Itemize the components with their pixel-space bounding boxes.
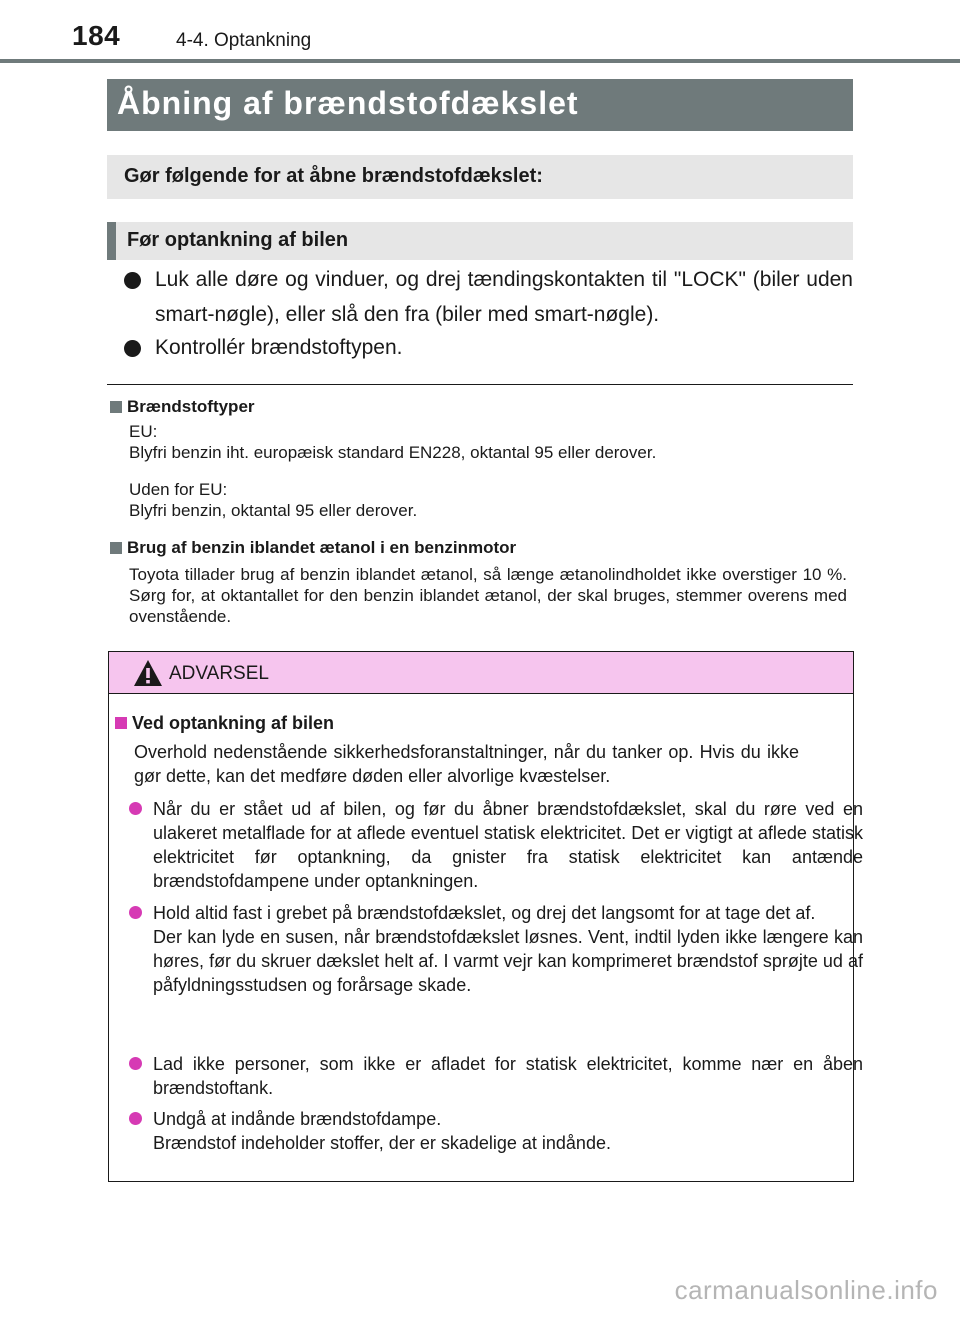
bullet-dot-icon [129, 1057, 142, 1070]
square-bullet-icon [110, 542, 122, 554]
bullet-dot-icon [124, 340, 141, 357]
bullet-dot-icon [129, 906, 142, 919]
bullet-text: Kontrollér brændstoftypen. [155, 336, 403, 359]
intro-band [107, 155, 853, 199]
footer-watermark [0, 1267, 960, 1317]
section-reference: 4-4. Optankning [176, 30, 312, 51]
bullet-dot-icon [124, 272, 141, 289]
subsection-heading-band [107, 222, 853, 260]
note-paragraph: EU: Blyfri benzin iht. europæisk standard EN228, oktantal 95 eller derover. [129, 422, 657, 462]
bullet-dot-icon [129, 1112, 142, 1125]
header-rule [0, 59, 960, 63]
warning-header [109, 652, 853, 694]
section-divider [107, 384, 853, 385]
note-heading: Brændstoftyper [127, 397, 255, 416]
warning-bullet-text: Lad ikke personer, som ikke er afladet for statisk elektricitet, komme nær en åben brændstoftank. [153, 1054, 863, 1098]
page-number: 184 [72, 20, 121, 51]
warning-heading: Ved optankning af bilen [132, 713, 335, 733]
bullet-dot-icon [129, 802, 142, 815]
intro-text: Gør følgende for at åbne brændstofdækslet: [124, 165, 543, 187]
warning-triangle-icon [133, 659, 163, 687]
warning-label: ADVARSEL [169, 663, 269, 684]
note-paragraph: Toyota tillader brug af benzin iblandet ætanol, så længe ætanolindholdet ikke overstiger 10 %. Sørg for, at oktantallet for den benzin iblandet ætanol, der skal bruges, stemmer overens med ovenstående. [129, 565, 847, 626]
warning-box [108, 651, 863, 1182]
square-bullet-icon [110, 401, 122, 413]
warning-bullet-text: Hold altid fast i grebet på brændstofdækslet, og drej det langsomt for at tage det af. Der kan lyde en susen, når brændstofdækslet løsnes. Vent, indtil lyden ikke længere kan høres, før du skruer dækslet helt af. I varmt vejr kan komprimeret brændstof sprøjte ud af påfyldningsstudsen og forårsage skade. [153, 903, 863, 995]
warning-intro: Overhold nedenstående sikkerhedsforanstaltninger, når du tanker op. Hvis du ikke gør dette, kan det medføre døden eller alvorlige kvæstelser. [134, 742, 799, 786]
page-header [0, 0, 960, 62]
warning-bullet-text: Undgå at indånde brændstofdampe. Brændstof indeholder stoffer, der er skadelige at indånde. [153, 1109, 611, 1153]
subsection-heading: Før optankning af bilen [127, 229, 349, 251]
page-title-band [107, 79, 853, 131]
square-bullet-icon [115, 717, 127, 729]
bullet-text: Luk alle døre og vinduer, og drej tændingskontakten til "LOCK" (biler uden smart-nøgle), eller slå den fra (biler med smart-nøgle). [155, 268, 853, 326]
page-title: Åbning af brændstofdækslet [117, 85, 579, 121]
warning-bullet-text: Når du er stået ud af bilen, og før du åbner brændstofdækslet, skal du røre ved en ulakeret metalflade for at aflede eventuel statisk elektricitet. Det er vigtigt at aflede statisk elektricitet før optankning, da gnister fra statisk elektricitet kan antænde brændstofdampene under optankningen. [153, 799, 863, 891]
note-paragraph: Uden for EU: Blyfri benzin, oktantal 95 eller derover. [129, 480, 418, 520]
note-heading: Brug af benzin iblandet ætanol i en benzinmotor [127, 538, 517, 557]
watermark-text: carmanualsonline.info [674, 1275, 938, 1305]
